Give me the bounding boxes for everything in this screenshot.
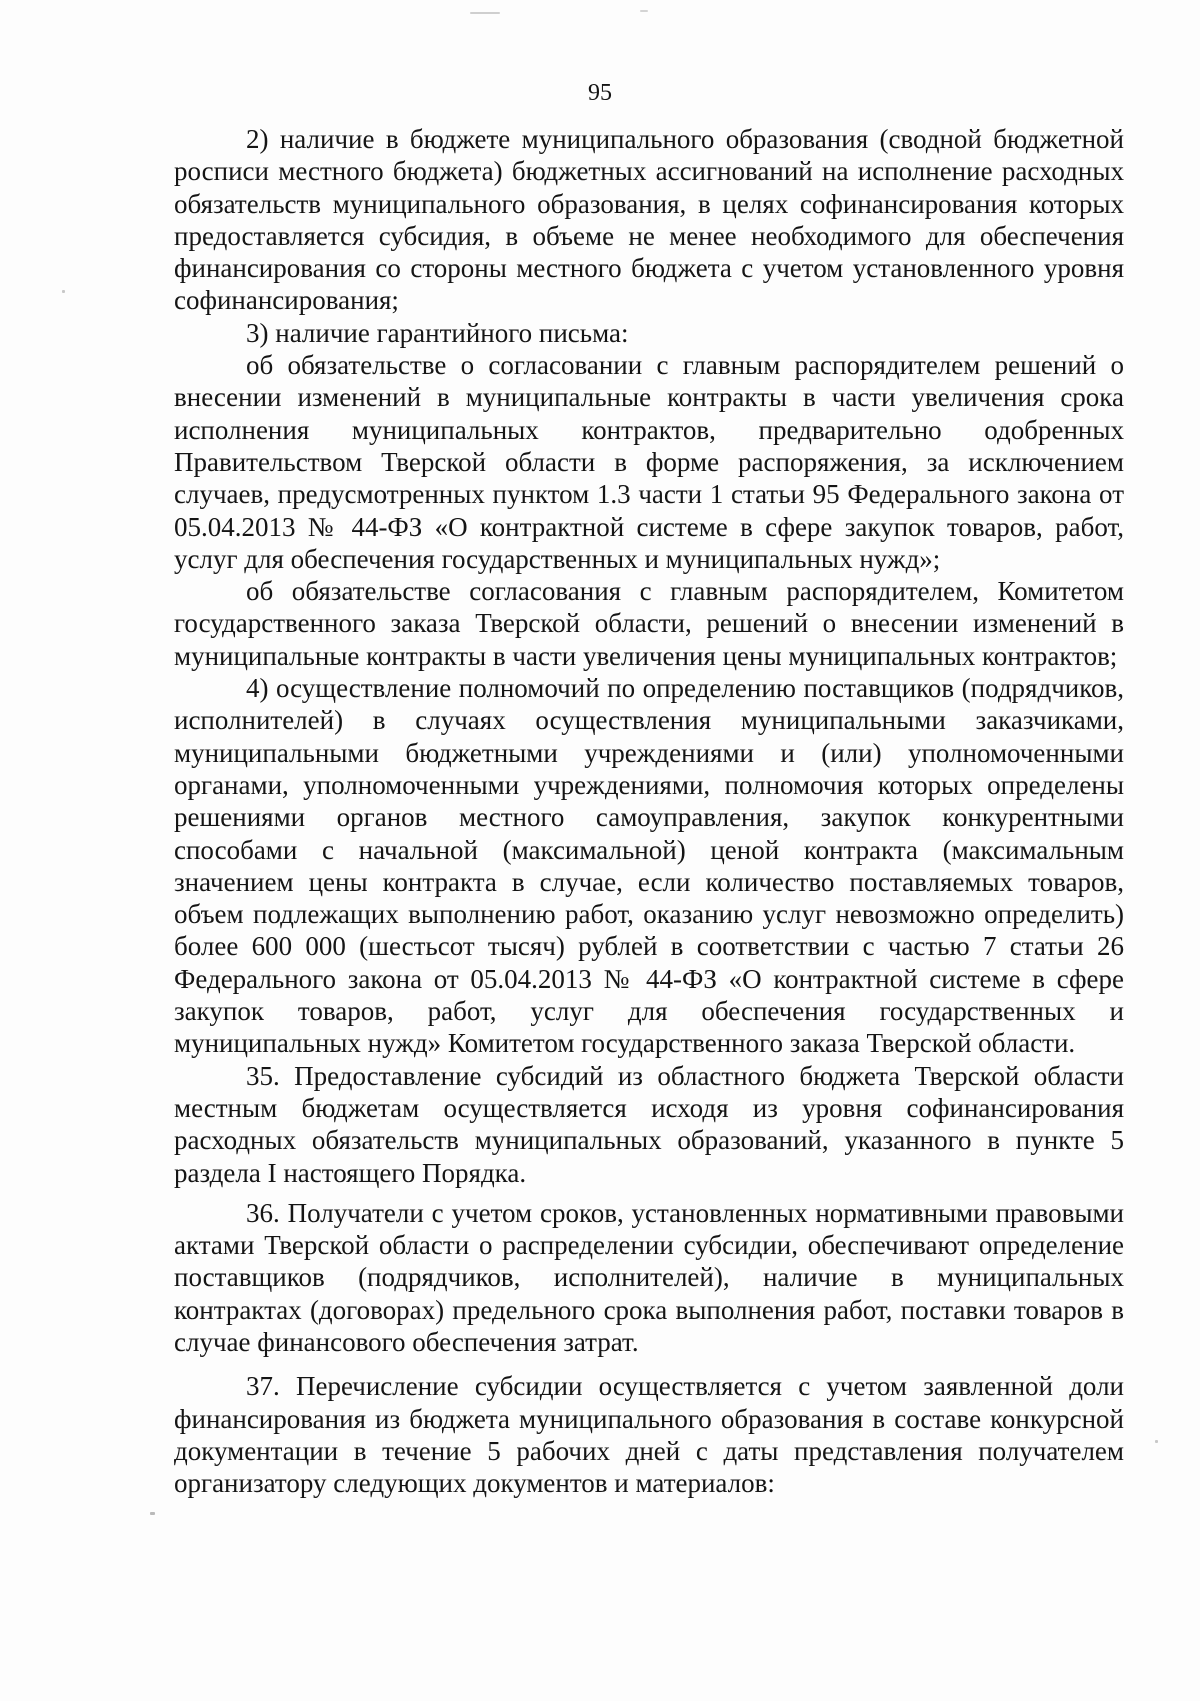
paragraph-item-2: 2) наличие в бюджете муниципального образования (сводной бюджетной росписи местного бюджета) бюджетных ассигнований на исполнение расходных обязательств муниципального образования, в целях софинансирования которых предоставляется субсидия, в объеме не менее необходимого для обеспечения финансирования со стороны местного бюджета с учетом установленного уровня софинансирования; bbox=[174, 124, 1124, 316]
paragraph-item-3: 3) наличие гарантийного письма: bbox=[246, 317, 629, 348]
scan-artifact bbox=[470, 12, 500, 14]
scan-artifact bbox=[640, 10, 648, 12]
scan-artifact bbox=[62, 290, 65, 293]
body-text bbox=[174, 123, 1124, 1499]
paragraph-guarantee-price: об обязательстве согласования с главным распорядителем, Комитетом государственного заказа Тверской области, решений о внесении изменений в муниципальные контракты в части увеличения цены муниципальных контрактов; bbox=[174, 576, 1124, 671]
page-number: 95 bbox=[588, 80, 612, 106]
scan-artifact bbox=[1155, 1440, 1158, 1443]
scan-artifact bbox=[150, 1512, 155, 1515]
paragraph-35: 35. Предоставление субсидий из областного бюджета Тверской области местным бюджетам осуществляется исходя из уровня софинансирования расходных обязательств муниципальных образований, указанного в пункте 5 раздела I настоящего Порядка. bbox=[174, 1060, 1124, 1188]
paragraph-item-4: 4) осуществление полномочий по определению поставщиков (подрядчиков, исполнителей) в случаях осуществления муниципальными заказчиками, муниципальными бюджетными учреждениями и (или) уполномоченными органами, уполномоченными учреждениями, полномочия которых определены решениями органов местного самоуправления, закупок конкурентными способами с начальной (максимальной) ценой контракта (максимальным значением цены контракта в случае, если количество поставляемых товаров, объем подлежащих выполнению работ, оказанию услуг невозможно определить) более 600 000 (шестьсот тысяч) рублей в соответствии с частью 7 статьи 26 Федерального закона от 05.04.2013 № 44-ФЗ «О контрактной системе в сфере закупок товаров, работ, услуг для обеспечения государственных и муниципальных нужд» Комитетом государственного заказа Тверской области. bbox=[174, 673, 1124, 1059]
paragraph-36: 36. Получатели с учетом сроков, установленных нормативными правовыми актами Тверской области о распределении субсидии, обеспечивают определение поставщиков (подрядчиков, исполнителей), наличие в муниципальных контрактах (договорах) предельного срока выполнения работ, поставки товаров в случае финансового обеспечения затрат. bbox=[174, 1197, 1124, 1357]
paragraph-37: 37. Перечисление субсидии осуществляется с учетом заявленной доли финансирования из бюджета муниципального образования в составе конкурсной документации в течение 5 рабочих дней с даты представления получателем организатору следующих документов и материалов: bbox=[174, 1371, 1124, 1499]
paragraph-guarantee-term: об обязательстве о согласовании с главным распорядителем решений о внесении изменений в муниципальные контракты в части увеличения срока исполнения муниципальных контрактов, предварительно одобренных Правительством Тверской области в форме распоряжения, за исключением случаев, предусмотренных пунктом 1.3 части 1 статьи 95 Федерального закона от 05.04.2013 № 44-ФЗ «О контрактной системе в сфере закупок товаров, работ, услуг для обеспечения государственных и муниципальных нужд»; bbox=[174, 350, 1124, 574]
